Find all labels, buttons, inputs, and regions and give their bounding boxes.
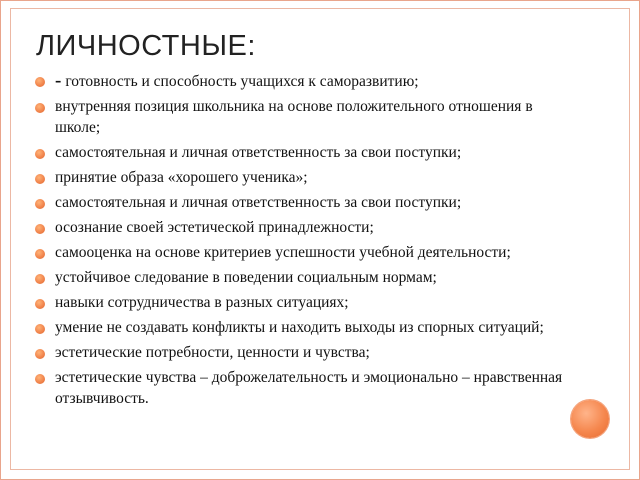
bullet-circle-icon xyxy=(35,224,45,234)
bullet-circle-icon xyxy=(35,249,45,259)
bullet-circle-icon xyxy=(35,77,45,87)
bullet-circle-icon xyxy=(35,103,45,113)
list-item xyxy=(35,167,575,188)
list-item xyxy=(35,217,575,238)
list-item-text: умение не создавать конфликты и находить выходы из спорных ситуаций; xyxy=(55,319,544,336)
list-item xyxy=(35,342,575,363)
bullet-circle-icon xyxy=(35,274,45,284)
bullet-list xyxy=(35,70,575,413)
list-item-text: самостоятельная и личная ответственность за свои поступки; xyxy=(55,194,462,211)
list-item-text: внутренняя позиция школьника на основе положительного отношения в школе; xyxy=(55,98,533,136)
list-item xyxy=(35,70,575,92)
list-item xyxy=(35,142,575,163)
bullet-circle-icon xyxy=(35,299,45,309)
bullet-circle-icon xyxy=(35,349,45,359)
bullet-circle-icon xyxy=(35,174,45,184)
bullet-circle-icon xyxy=(35,149,45,159)
bullet-circle-icon xyxy=(35,199,45,209)
list-item xyxy=(35,96,575,138)
list-item-text: эстетические чувства – доброжелательность и эмоционально – нравственная отзывчивость. xyxy=(55,369,563,407)
list-item-text: навыки сотрудничества в разных ситуациях; xyxy=(55,294,349,311)
list-item xyxy=(35,267,575,288)
bullet-circle-icon xyxy=(35,374,45,384)
decorative-circle-icon xyxy=(571,400,609,438)
list-item-text: готовность и способность учащихся к саморазвитию; xyxy=(65,73,419,90)
list-item xyxy=(35,367,575,409)
bullet-dash: - xyxy=(55,70,62,91)
list-item-text: эстетические потребности, ценности и чувства; xyxy=(55,344,370,361)
list-item xyxy=(35,242,575,263)
list-item-text: самооценка на основе критериев успешности учебной деятельности; xyxy=(55,244,511,261)
slide-title: ЛИЧНОСТНЫЕ: xyxy=(36,30,256,62)
list-item xyxy=(35,317,575,338)
list-item xyxy=(35,192,575,213)
list-item-text: самостоятельная и личная ответственность за свои поступки; xyxy=(55,144,462,161)
bullet-circle-icon xyxy=(35,324,45,334)
list-item xyxy=(35,292,575,313)
list-item-text: принятие образа «хорошего ученика»; xyxy=(55,169,308,186)
list-item-text: осознание своей эстетической принадлежности; xyxy=(55,219,374,236)
list-item-text: устойчивое следование в поведении социальным нормам; xyxy=(55,269,437,286)
